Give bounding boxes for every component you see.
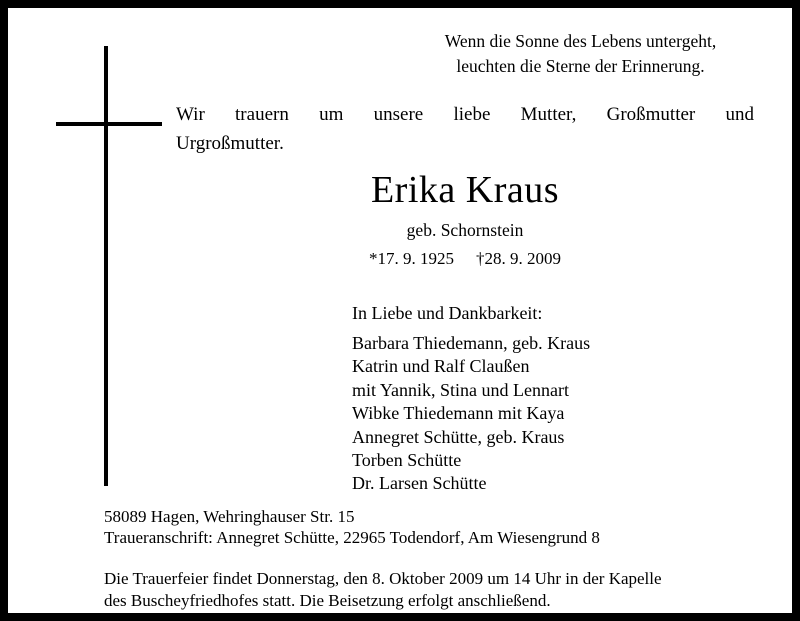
deceased-name: Erika Kraus: [370, 169, 560, 211]
verse-line-1: Wenn die Sonne des Lebens untergeht,: [444, 31, 717, 51]
deceased-maiden-name: geb. Schornstein: [406, 220, 524, 240]
list-item: mit Yannik, Stina und Lennart: [352, 379, 569, 400]
death-date: †28. 9. 2009: [476, 249, 561, 268]
dedication-text: In Liebe und Dankbarkeit:: [352, 303, 543, 323]
life-dates: [176, 248, 754, 270]
list-item: Torben Schütte: [352, 450, 462, 471]
memorial-verse: [408, 29, 753, 79]
residence-address: 58089 Hagen, Wehringhauser Str. 15: [104, 507, 355, 526]
ceremony-line-2: des Buscheyfriedhofes statt. Die Beisetzung erfolgt anschließend.: [104, 591, 551, 610]
list-item: Dr. Larsen Schütte: [352, 473, 487, 494]
intro-line-2: Urgroßmutter.: [176, 133, 284, 154]
intro-text: [176, 100, 754, 158]
survivors-list: [352, 332, 590, 496]
intro-line-1: Wir trauern um unsere liebe Mutter, Großmutter und: [176, 104, 754, 125]
notice-content: [8, 8, 792, 613]
list-item: Barbara Thiedemann, geb. Kraus: [352, 333, 591, 353]
list-item: Wibke Thiedemann mit Kaya: [352, 403, 565, 424]
verse-line-2: leuchten die Sterne der Erinnerung.: [456, 56, 705, 76]
ceremony-line-1: Die Trauerfeier findet Donnerstag, den 8. Oktober 2009 um 14 Uhr in der Kapelle: [104, 569, 662, 588]
birth-date: *17. 9. 1925: [369, 249, 454, 268]
mourning-address: Traueranschrift: Annegret Schütte, 22965 Todendorf, Am Wiesengrund 8: [104, 528, 600, 547]
list-item: Annegret Schütte, geb. Kraus: [352, 426, 565, 447]
list-item: Katrin und Ralf Claußen: [352, 356, 530, 377]
ceremony-details: [104, 568, 756, 612]
address-block: [104, 506, 600, 548]
notice-inner-frame: [7, 7, 793, 614]
